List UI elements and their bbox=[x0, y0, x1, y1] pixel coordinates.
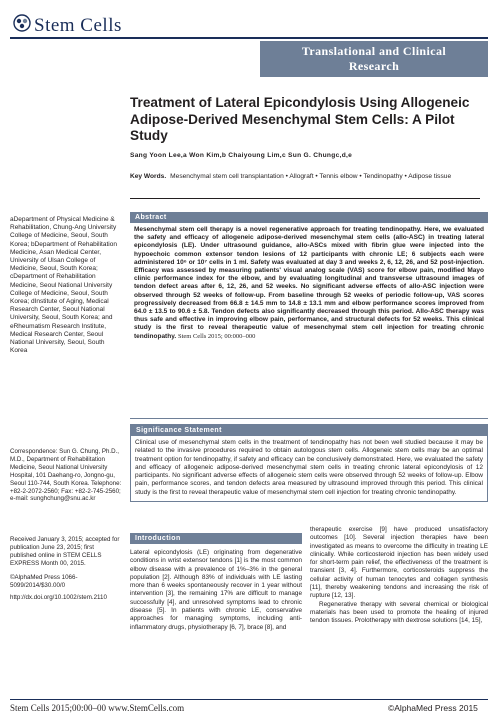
journal-logo bbox=[12, 10, 142, 36]
footer-divider bbox=[10, 699, 488, 700]
section-label-line1: Translational and Clinical bbox=[301, 44, 447, 58]
introduction-heading: Introduction bbox=[130, 533, 302, 544]
doi-link[interactable]: http://dx.doi.org/10.1002/stem.2110 bbox=[10, 594, 107, 601]
footer-citation: Stem Cells 2015;00:00–00 www.StemCells.com bbox=[10, 703, 185, 713]
keywords-divider bbox=[130, 198, 480, 199]
introduction-paragraph: therapeutic exercise [9] have produced unsatisfactory outcomes [10]. Several injection therapies have been investigated as means to overcome the difficulty in treating LE clinically. While corticosteroid injection has been widely used for short-term pain relief, the effectiveness of the treatment is transient [3, 4]. Furthermore, corticosteroids suppress the cellular activity of human tenocytes and collagen synthesis [11], thereby weakening tendons and increasing the risk of rupture [12, 13]. bbox=[310, 526, 488, 600]
significance-section bbox=[130, 424, 488, 502]
keywords-label: Key Words. bbox=[130, 173, 167, 180]
introduction-column-1: Lateral epicondylosis (LE) originating from degenerative conditions in wrist extensor tendons [1] is the most common elbow disease with a prevalence of 1%–3% in the general population [2]. Although 83% of individuals with LE lasting more than 6 weeks spontaneously recover in 1 year without intervention [3], the remaining 17% are difficult to manage successfully [4], and unresolved symptoms lead to chronic disease [5]. In patients with chronic LE, conservative approaches for managing symptoms, including anti-inflammatory drugs, physiotherapy [6, 7], brace [8], and bbox=[130, 549, 302, 631]
author-list: Sang Yoon Lee,a Won Kim,b Chaiyoung Lim,c Sun G. Chungc,d,e bbox=[130, 152, 353, 159]
introduction-paragraph: Regenerative therapy with several chemical or biological materials has been used to promote the healing of injured tendon tissues. Prolotherapy with dextrose solutions [14, 15], bbox=[310, 600, 488, 625]
copyright-notice: ©AlphaMed Press 1066-5099/2014/$30.00/0 bbox=[10, 574, 78, 589]
abstract-text: Mesenchymal stem cell therapy is a novel regenerative approach for treating tendinopathy. Here, we evaluated the safety and efficacy of allogeneic adipose-derived mesenchymal stem cells (allo-ASC) in treating lateral epicondylosis (LE). Under ultrasound guidance, allo-ASCs mixed with fibrin glue were injected into the hypoechoic common extensor tendon lesions of 12 participants with chronic LE; 6 subjects each were administered 10⁶ or 10⁷ cells in 1 ml. Safety was evaluated at day 3 and weeks 2, 6, 12, 26, and 52 post-injection. Efficacy was assessed by measuring patients' visual analog scale (VAS) score for elbow pain, modified Mayo clinic performance index for the elbow, and by evaluating longitudinal and transverse ultrasound images of tendon defect areas after 6, 12, 26, and 52 weeks. No significant adverse effects of allo-ASC injection were observed through 52 weeks of follow-up. From baseline through 52 weeks of periodic follow-up, VAS scores progressively decreased from 66.8 ± 14.5 mm to 14.8 ± 13.1 mm and elbow performance scores improved from 64.0 ± 13.5 to 90.6 ± 5.8. Tendon defects also significantly decreased through this period. Allo-ASC therapy was thus safe and effective in improving elbow pain, performance, and structural defects for 52 weeks. This clinical study is the first to reveal therapeutic value of mesenchymal stem cell injection for treating chronic tendinopathy. bbox=[134, 226, 484, 340]
article-title: Treatment of Lateral Epicondylosis Using Allogeneic Adipose-Derived Mesenchymal Stem Cells: A Pilot Study bbox=[130, 95, 470, 143]
section-label-line2: Research bbox=[348, 59, 400, 73]
received-dates: Received January 3, 2015; accepted for publication June 23, 2015; first published online in STEM CELLS EXPRESS Month 00, 2015. bbox=[10, 536, 120, 567]
significance-heading: Significance Statement bbox=[131, 425, 487, 436]
correspondence: Correspondence: Sun G. Chung, Ph.D., M.D., Department of Rehabilitation Medicine, Seoul National University Hospital, 101 Daehang-ro, Jongno-gu, Seoul 110-744, South Korea. Telephone: +82-2-2072-2560; Fax: +82-2-745-2560; e-mail: sunghchung@snu.ac.kr bbox=[10, 448, 122, 503]
keywords bbox=[130, 172, 480, 181]
abstract-heading: Abstract bbox=[130, 212, 488, 223]
header-divider bbox=[10, 37, 488, 39]
significance-body: Clinical use of mesenchymal stem cells in the treatment of tendinopathy has not been well studied because it may be related to the invasive procedures required to obtain autologous stem cells. Allogeneic stem cells may be an optimal treatment option for tendinopathy, if safety and efficacy can be conclusively demonstrated. Here, we evaluated the safety and efficacy of allogeneic adipose-derived mesenchymal stem cells in treating chronic lateral epicondylosis of 12 participants. No significant adverse effects of allogeneic stem cells were observed through 52 weeks of follow-up. Elbow pain, performance scores, and tendon defects area measured by ultrasound improved through this period. This clinical study is the first to reveal therapeutic value of mesenchymal stem cell injection for treating chronic tendinopathy. bbox=[135, 439, 483, 496]
abstract-citation: Stem Cells 2015; 00:000–000 bbox=[177, 332, 256, 340]
journal-name: Stem Cells bbox=[34, 15, 122, 36]
footer-copyright: ©AlphaMed Press 2015 bbox=[388, 703, 478, 713]
abstract-body bbox=[130, 223, 488, 341]
affiliations: aDepartment of Physical Medicine & Rehabilitation, Chung-Ang University College of Medicine, Seoul, South Korea; bDepartment of Rehabilitation Medicine, Asan Medical Center, University of Ulsan College of Medicine, Seoul, South Korea; cDepartment of Rehabilitation Medicine, Seoul National University College of Medicine, Seoul, South Korea; dInstitute of Aging, Medical Research Center, Seoul National University, Seoul, South Korea; and eRheumatism Research Institute, Medical Research Center, Seoul National University, Seoul, South Korea bbox=[10, 216, 117, 355]
abstract-divider bbox=[130, 418, 488, 419]
stem-cells-logo-icon bbox=[12, 13, 32, 33]
introduction-column-2 bbox=[310, 526, 488, 626]
abstract-section bbox=[130, 212, 488, 341]
section-banner bbox=[260, 41, 488, 77]
keywords-text: Mesenchymal stem cell transplantation • Allograft • Tennis elbow • Tendinopathy • Adipose tissue bbox=[170, 173, 452, 180]
